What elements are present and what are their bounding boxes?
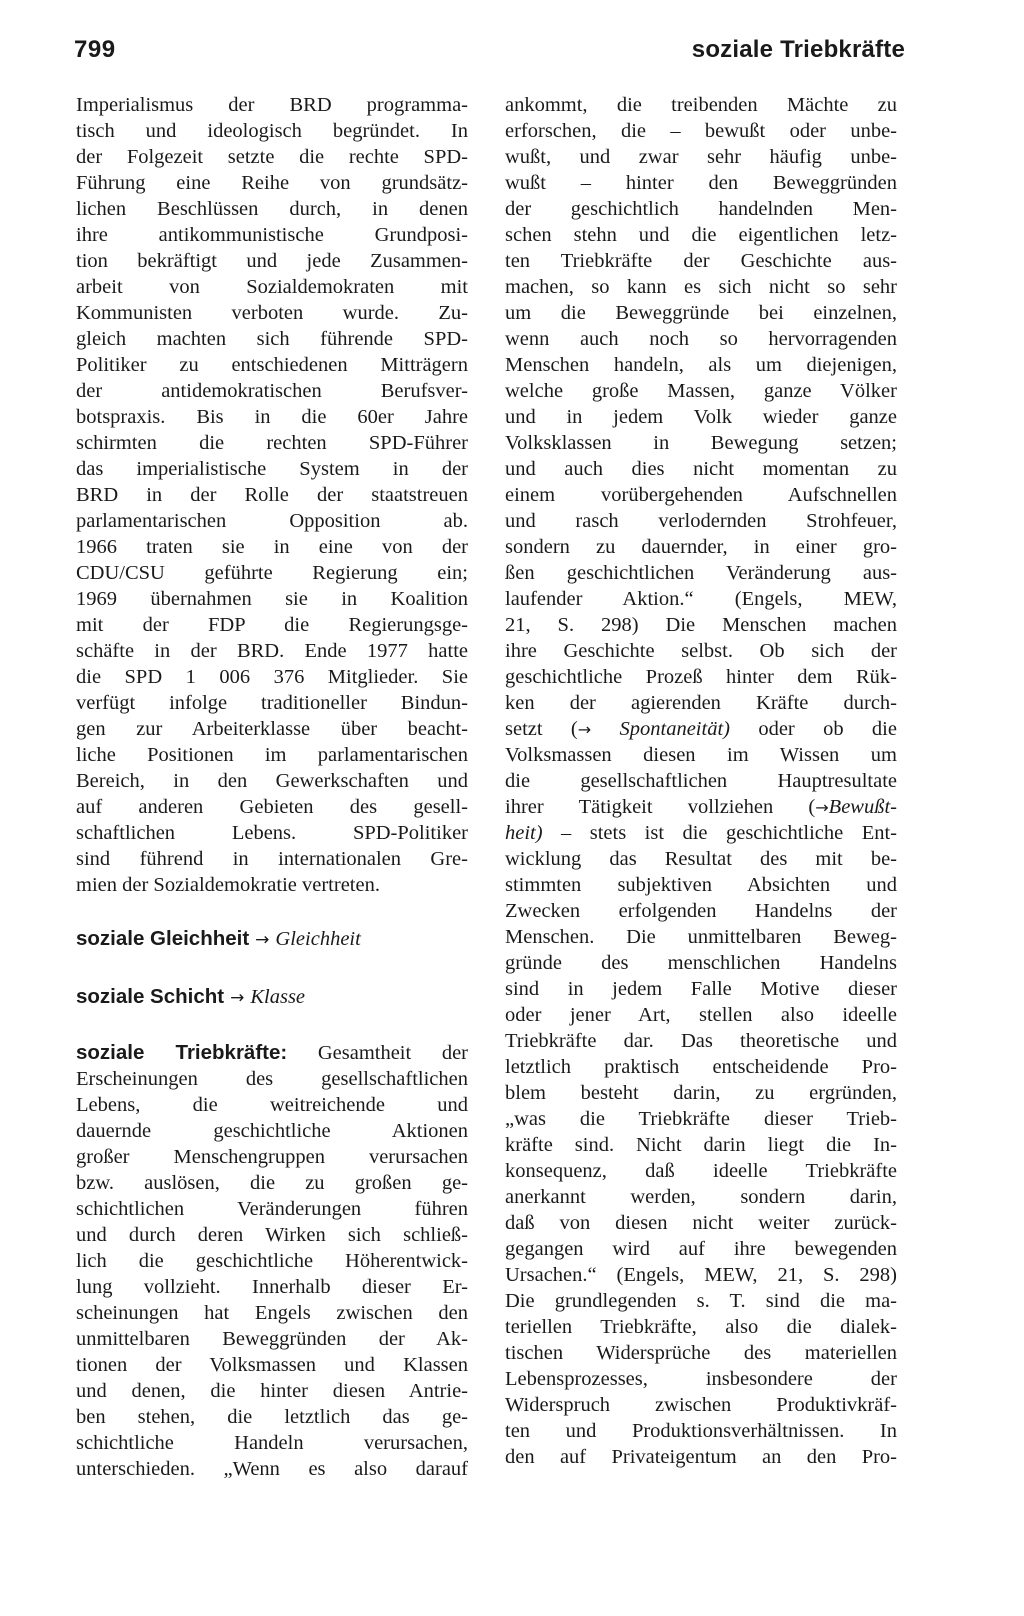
text-line: auf anderen Gebieten des gesell- <box>76 796 468 818</box>
text-fragment: setzt ( <box>505 718 578 740</box>
text-line: ihre Geschichte selbst. Ob sich der <box>505 640 897 662</box>
text-line <box>505 716 897 742</box>
text-line: tischen Widersprüche des materiellen <box>505 1342 897 1364</box>
text-line: schirmten die rechten SPD-Führer <box>76 432 468 454</box>
entry-soziale-gleichheit <box>76 924 468 954</box>
text-line: ihre antikommunistische Grundposi- <box>76 224 468 246</box>
text-line: sind führend in internationalen Gre- <box>76 848 468 870</box>
text-line: das imperialistische System in der <box>76 458 468 480</box>
text-line: Lebens, die weitreichende und <box>76 1094 468 1116</box>
entry-soziale-triebkraefte <box>76 1040 468 1482</box>
definition-continued <box>505 742 897 794</box>
definition-continued <box>505 92 897 716</box>
text-line: und rasch verlodernden Strohfeuer, <box>505 510 897 532</box>
text-line: ankommt, die treibenden Mächte zu <box>505 94 897 116</box>
text-line: 21, S. 298) Die Menschen machen <box>505 614 897 636</box>
text-line: Widerspruch zwischen Produktivkräf- <box>505 1394 897 1416</box>
text-line: liche Positionen im parlamentarischen <box>76 744 468 766</box>
text-line: stimmten subjektiven Absichten und <box>505 874 897 896</box>
text-line: „was die Triebkräfte dieser Trieb- <box>505 1108 897 1130</box>
text-line: blem besteht darin, zu ergründen, <box>505 1082 897 1104</box>
definition-continued <box>505 846 897 1470</box>
page-header <box>74 36 905 76</box>
paragraph-spd-continued <box>76 92 468 898</box>
text-line: machen, so kann es sich nicht so sehr <box>505 276 897 298</box>
text-line: oder jener Art, stellen also ideelle <box>505 1004 897 1026</box>
text-line: botspraxis. Bis in die 60er Jahre <box>76 406 468 428</box>
text-line: der antidemokratischen Berufsver- <box>76 380 468 402</box>
text-line: tion bekräftigt und jede Zusammen- <box>76 250 468 272</box>
spacer <box>76 1012 468 1026</box>
left-column <box>76 92 468 1482</box>
text-line: arbeit von Sozialdemokraten mit <box>76 276 468 298</box>
text-line: ten und Produktionsverhältnissen. In <box>505 1420 897 1442</box>
text-line: gründe des menschlichen Handelns <box>505 952 897 974</box>
text-line <box>505 820 897 846</box>
arrow-icon: → <box>577 720 592 739</box>
text-line: bzw. auslösen, die zu großen ge- <box>76 1172 468 1194</box>
cross-reference-link[interactable]: Bewußt- <box>828 796 897 818</box>
text-line: BRD in der Rolle der staatstreuen <box>76 484 468 506</box>
text-line: Zwecken erfolgenden Handelns der <box>505 900 897 922</box>
text-line: kräfte sind. Nicht darin liegt die In- <box>505 1134 897 1156</box>
text-line: schen stehn und die eigentlichen letz- <box>505 224 897 246</box>
text-line: schaftlichen Lebens. SPD-Politiker <box>76 822 468 844</box>
text-line: Imperialismus der BRD programma- <box>76 94 468 116</box>
text-line: teriellen Triebkräfte, also die dialek- <box>505 1316 897 1338</box>
text-line: lung vollzieht. Innerhalb dieser Er- <box>76 1276 468 1298</box>
page-number: 799 <box>74 36 116 63</box>
text-line: anerkannt werden, sondern darin, <box>505 1186 897 1208</box>
cross-reference-link[interactable]: Spontaneität) <box>591 718 730 740</box>
text-line: gegangen wird auf ihre bewegenden <box>505 1238 897 1260</box>
running-head: soziale Triebkräfte <box>691 36 905 63</box>
text-line: scheinungen hat Engels zwischen den <box>76 1302 468 1324</box>
text-line: großer Menschengruppen verursachen <box>76 1146 468 1168</box>
text-line: lich die geschichtliche Höherentwick- <box>76 1250 468 1272</box>
text-line: Triebkräfte dar. Das theoretische und <box>505 1030 897 1052</box>
text-line: geschichtliche Prozeß hinter dem Rük- <box>505 666 897 688</box>
text-line: 1969 übernahmen sie in Koalition <box>76 588 468 610</box>
text-line: Volksklassen in Bewegung setzen; <box>505 432 897 454</box>
entry-term: soziale Gleichheit <box>76 927 250 950</box>
text-line: der geschichtlich handelnden Men- <box>505 198 897 220</box>
text-line: schichtliche Handeln verursachen, <box>76 1432 468 1454</box>
text-line: daß von diesen nicht weiter zurück- <box>505 1212 897 1234</box>
cross-reference-link[interactable]: Gleichheit <box>275 928 361 950</box>
text-line: Ursachen.“ (Engels, MEW, 21, S. 298) <box>505 1264 897 1286</box>
definition-start: Gesamtheit der <box>287 1042 468 1064</box>
spacer <box>76 1026 468 1040</box>
text-line: unterschieden. „Wenn es also darauf <box>76 1458 468 1480</box>
text-line: tionen der Volksmassen und Klassen <box>76 1354 468 1376</box>
text-line: und auch dies nicht momentan zu <box>505 458 897 480</box>
text-line: ßen geschichtlichen Veränderung aus- <box>505 562 897 584</box>
text-line: die gesellschaftlichen Hauptresultate <box>505 770 897 792</box>
text-line: dauernde geschichtliche Aktionen <box>76 1120 468 1142</box>
text-line: lichen Beschlüssen durch, in denen <box>76 198 468 220</box>
text-line: Volksmassen diesen im Wissen um <box>505 744 897 766</box>
text-line: und durch deren Wirken sich schließ- <box>76 1224 468 1246</box>
definition-body <box>76 1066 468 1482</box>
text-line: letztlich praktisch entscheidende Pro- <box>505 1056 897 1078</box>
text-line: den auf Privateigentum an den Pro- <box>505 1446 897 1468</box>
text-line: wenn auch noch so hervorragenden <box>505 328 897 350</box>
text-line: ken der agierenden Kräfte durch- <box>505 692 897 714</box>
text-line <box>76 1040 468 1066</box>
arrow-icon: → <box>230 988 245 1008</box>
text-line: CDU/CSU geführte Regierung ein; <box>76 562 468 584</box>
text-line: Lebensprozesses, insbesondere der <box>505 1368 897 1390</box>
text-line: der Folgezeit setzte die rechte SPD- <box>76 146 468 168</box>
text-line: mien der Sozialdemokratie vertreten. <box>76 874 380 896</box>
text-line: Erscheinungen des gesellschaftlichen <box>76 1068 468 1090</box>
entry-term: soziale Schicht <box>76 985 225 1008</box>
text-line: sondern zu dauernder, in einer gro- <box>505 536 897 558</box>
text-line: Menschen handeln, als um diejenigen, <box>505 354 897 376</box>
text-line: Menschen. Die unmittelbaren Beweg- <box>505 926 897 948</box>
text-line: verfügt infolge traditioneller Bindun- <box>76 692 468 714</box>
text-line <box>505 794 897 820</box>
text-line: gleich machten sich führende SPD- <box>76 328 468 350</box>
text-line: mit der FDP die Regierungsge- <box>76 614 468 636</box>
text-line: einem vorübergehenden Aufschnellen <box>505 484 897 506</box>
text-line: wußt – hinter den Beweggründen <box>505 172 897 194</box>
text-line: um die Beweggründe bei einzelnen, <box>505 302 897 324</box>
arrow-icon: → <box>255 930 270 950</box>
text-line: Politiker zu entschiedenen Mitträgern <box>76 354 468 376</box>
spacer <box>76 954 468 968</box>
text-line: Kommunisten verboten wurde. Zu- <box>76 302 468 324</box>
text-line: welche große Massen, ganze Völker <box>505 380 897 402</box>
text-line: und denen, die hinter diesen Antrie- <box>76 1380 468 1402</box>
text-line: die SPD 1 006 376 Mitglieder. Sie <box>76 666 468 688</box>
right-column <box>505 92 897 1470</box>
spacer <box>76 898 468 924</box>
text-line: schichtlichen Veränderungen führen <box>76 1198 468 1220</box>
text-line: konsequenz, daß ideelle Triebkräfte <box>505 1160 897 1182</box>
text-line: Die grundlegenden s. T. sind die ma- <box>505 1290 897 1312</box>
text-line: schäfte in der BRD. Ende 1977 hatte <box>76 640 468 662</box>
cross-reference-link[interactable]: heit) <box>505 822 543 844</box>
text-line: unmittelbaren Beweggründen der Ak- <box>76 1328 468 1350</box>
text-line: sind in jedem Falle Motive dieser <box>505 978 897 1000</box>
arrow-icon: → <box>815 798 829 817</box>
text-line: tisch und ideologisch begründet. In <box>76 120 468 142</box>
text-line: laufender Aktion.“ (Engels, MEW, <box>505 588 897 610</box>
text-line: 1966 traten sie in eine von der <box>76 536 468 558</box>
text-line: erforschen, die – bewußt oder unbe- <box>505 120 897 142</box>
text-line: Führung eine Reihe von grundsätz- <box>76 172 468 194</box>
text-line: wicklung das Resultat des mit be- <box>505 848 897 870</box>
text-fragment: – stets ist die geschichtliche Ent- <box>542 822 897 844</box>
entry-term: soziale Triebkräfte: <box>76 1041 288 1064</box>
entry-soziale-schicht <box>76 982 468 1012</box>
text-line: Bereich, in den Gewerkschaften und <box>76 770 468 792</box>
text-line: ten Triebkräfte der Geschichte aus- <box>505 250 897 272</box>
text-line: wußt, und zwar sehr häufig unbe- <box>505 146 897 168</box>
text-line: und in jedem Volk wieder ganze <box>505 406 897 428</box>
text-fragment: oder ob die <box>729 718 897 740</box>
text-line: parlamentarischen Opposition ab. <box>76 510 468 532</box>
cross-reference-link[interactable]: Klasse <box>250 986 306 1008</box>
spacer <box>76 968 468 982</box>
text-line: gen zur Arbeiterklasse über beacht- <box>76 718 468 740</box>
text-fragment: ihrer Tätigkeit vollziehen ( <box>505 796 816 818</box>
text-line: ben stehen, die letztlich das ge- <box>76 1406 468 1428</box>
